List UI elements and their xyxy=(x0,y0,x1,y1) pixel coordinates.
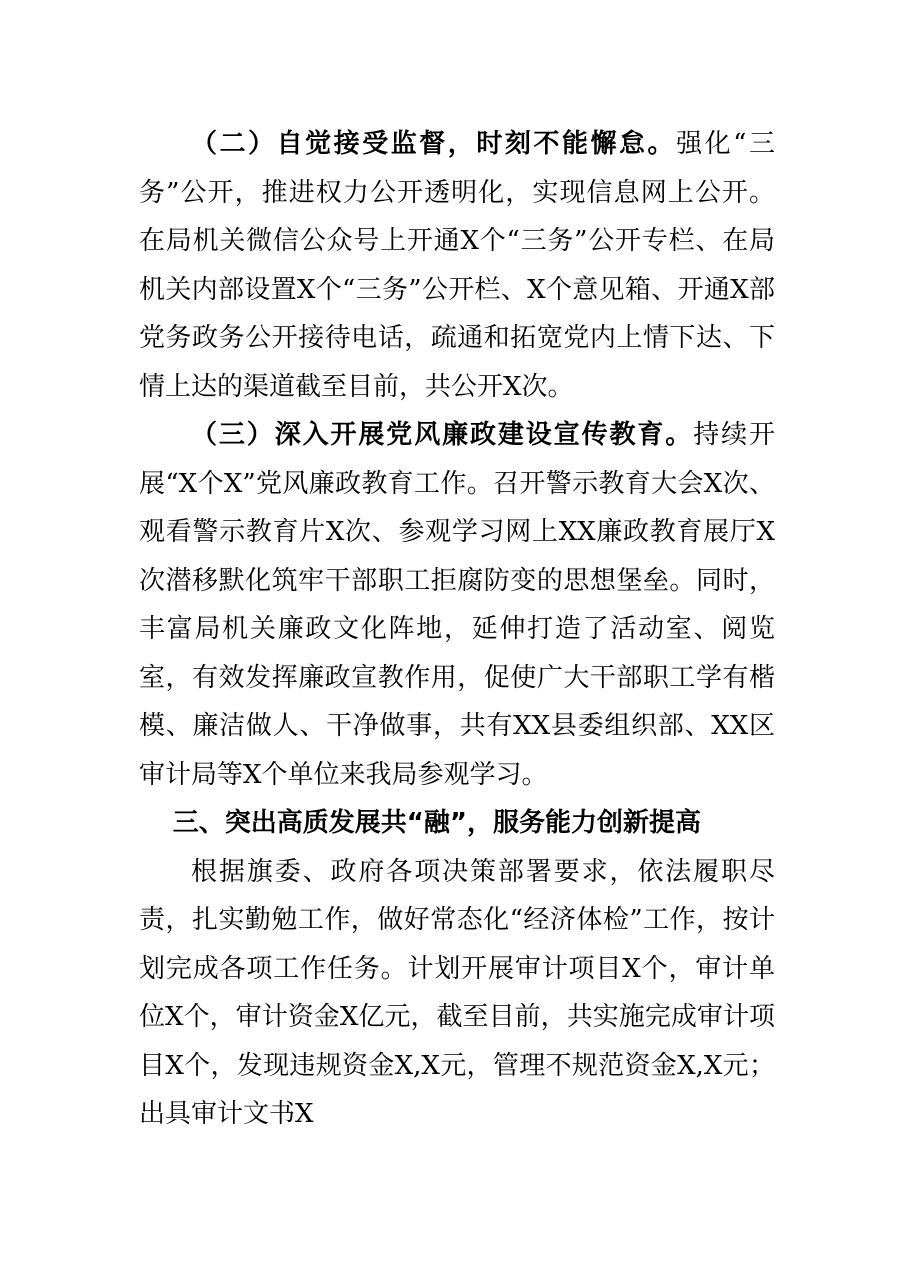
paragraph-lead-supervision: （二）自觉接受监督，时刻不能懈怠。 xyxy=(191,129,677,159)
paragraph-integrity-education xyxy=(139,411,775,799)
paragraph-supervision xyxy=(139,120,775,411)
document-body xyxy=(139,120,775,1139)
paragraph-text-integrity-education: 持续开展“X个X”党风廉政教育工作。召开警示教育大会X次、观看警示教育片X次、参观学习网上XX廉政教育展厅X次潜移默化筑牢干部职工拒腐防变的思想堡垒。同时，丰富局机关廉政文化阵地，延伸打造了活动室、阅览室，有效发挥廉政宣教作用，促使广大干部职工学有楷模、廉洁做人、干净做事，共有XX县委组织部、XX区审计局等X个单位来我局参观学习。 xyxy=(139,420,775,790)
paragraph-lead-integrity-education: （三）深入开展党风廉政建设宣传教育。 xyxy=(191,420,694,450)
paragraph-audit-work: 根据旗委、政府各项决策部署要求，依法履职尽责，扎实勤勉工作，做好常态化“经济体检”工作，按计划完成各项工作任务。计划开展审计项目X个，审计单位X个，审计资金X亿元，截至目前，共实施完成审计项目X个，发现违规资金X,X元，管理不规范资金X,X元；出具审计文书X xyxy=(139,856,775,1129)
section-heading: 三、突出高质发展共“融”，服务能力创新提高 xyxy=(172,808,701,838)
paragraph-text-supervision: 强化“三务”公开，推进权力公开透明化，实现信息网上公开。在局机关微信公众号上开通X个“三务”公开专栏、在局机关内部设置X个“三务”公开栏、X个意见箱、开通X部党务政务公开接待电话，疏通和拓宽党内上情下达、下情上达的渠道截至目前，共公开X次。 xyxy=(139,129,775,402)
